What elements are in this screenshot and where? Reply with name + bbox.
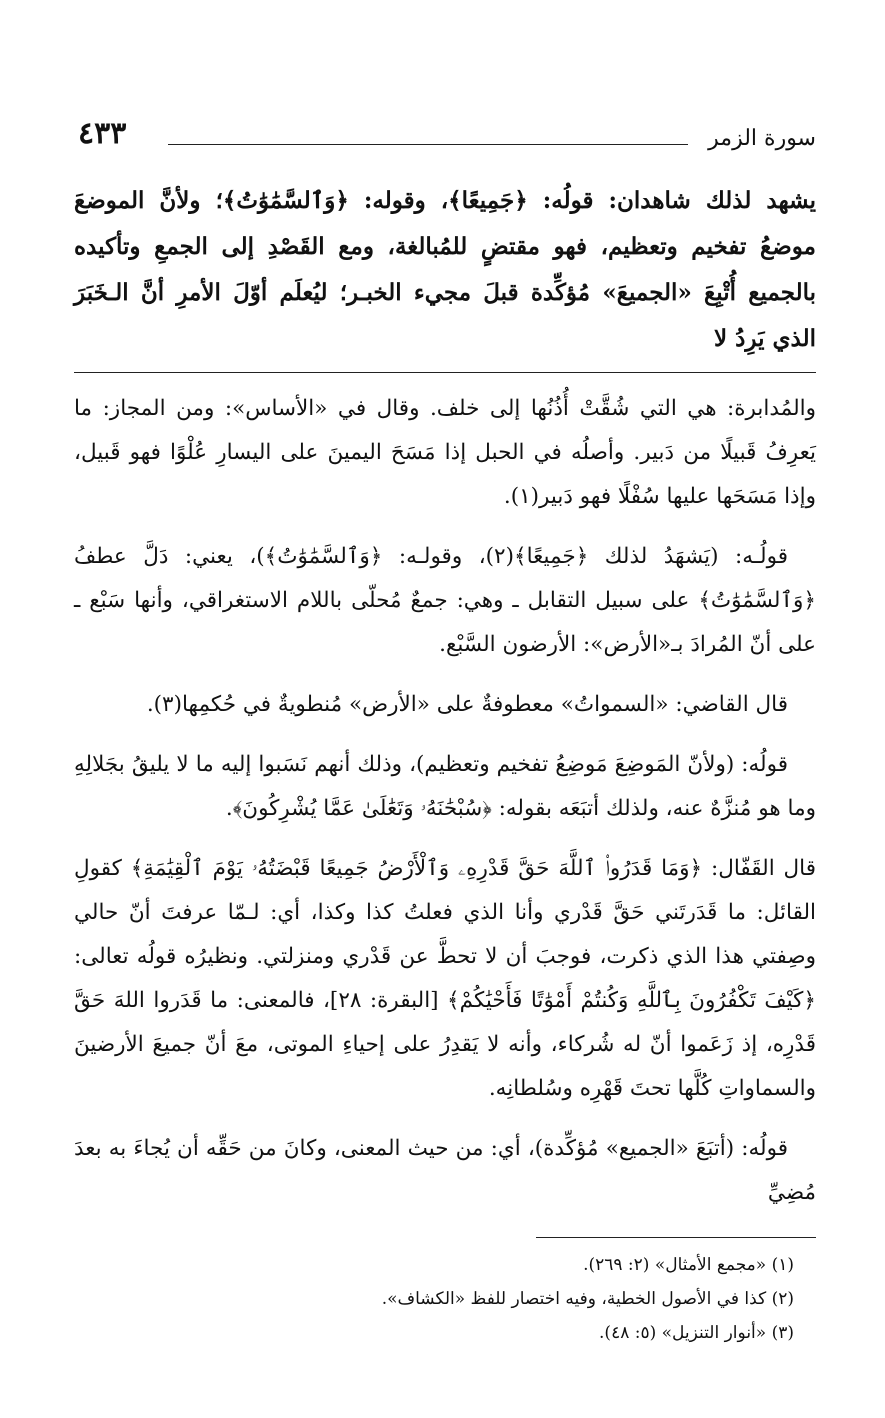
book-page <box>74 110 816 1360</box>
commentary-paragraph: قال القاضي: «السمواتُ» معطوفةٌ على «الأرض» مُنطويةٌ في حُكمِها(٣). <box>146 692 788 717</box>
surah-title: سورة الزمر <box>708 126 816 151</box>
main-text: يشهد لذلك شاهدان: قولُه: ﴿جَمِيعًا﴾، وقوله: ﴿وَٱلسَّمَٰوَٰتُ﴾؛ ولأنَّ الموضعَ موضعُ تفخيم وتعظيم، فهو مقتضٍ للمُبالغة، ومع القَصْدِ إلى الجمعِ وتأكيده بالجميع أُتْبِعَ «الجميعَ» مُؤكِّدة قبلَ مجيء الخبـر؛ ليُعلَم أوّلَ الأمرِ أنَّ الـخَبَرَ الذي يَرِدُ لا <box>74 187 816 352</box>
commentary-paragraph: والمُدابرة: هي التي شُقَّتْ أُذُنُها إلى خلف. وقال في «الأساس»: ومن المجاز: ما يَعرِفُ قَبيلًا من دَبير. وأصلُه في الحبل إذا مَسَحَ اليمينَ على اليسارِ عُلْوًا فهو قَبيل، وإذا مَسَحَها عليها سُفْلًا فهو دَبير(١). <box>74 396 816 509</box>
footnote: (٣) «أنوار التنزيل» (٥: ٤٨). <box>599 1323 794 1343</box>
commentary-paragraph: قولُه: (أتبَعَ «الجميع» مُؤكِّدة)، أي: من حيث المعنى، وكانَ من حَقِّه أن يُجاءَ به بعدَ مُضِيِّ <box>74 1136 816 1205</box>
header-rule <box>168 144 688 145</box>
page-header <box>74 110 816 158</box>
footnote: (١) «مجمع الأمثال» (٢: ٢٦٩). <box>583 1255 794 1275</box>
commentary <box>74 387 816 1215</box>
page-number: ٤٣٣ <box>78 116 127 151</box>
commentary-paragraph: قولُه: (ولأنّ المَوضِعَ مَوضِعُ تفخيم وتعظيم)، وذلك أنهم نَسَبوا إليه ما لا يليقُ بجَلالِهِ وما هو مُنزَّهٌ عنه، ولذلك أتبَعَه بقوله: ﴿سُبْحَٰنَهُۥ وَتَعَٰلَىٰ عَمَّا يُشْرِكُونَ﴾. <box>74 752 816 821</box>
footnotes <box>74 1248 816 1350</box>
footnote-rule <box>536 1237 816 1238</box>
text-divider <box>74 372 816 373</box>
commentary-paragraph: قولُـه: (يَشهَدُ لذلك ﴿جَمِيعًا﴾(٢)، وقولـه: ﴿وَٱلسَّمَٰوَٰتُ﴾)، يعني: دَلَّ عطفُ ﴿وَٱلسَّمَٰوَٰتُ﴾ على سبيل التقابل ـ وهي: جمعٌ مُحلّى باللام الاستغراقي، وأنها سَبْع ـ على أنّ المُرادَ بـ«الأرض»: الأرضون السَّبْع. <box>74 544 816 657</box>
footnote: (٢) كذا في الأصول الخطية، وفيه اختصار للفظ «الكشاف». <box>381 1289 794 1309</box>
commentary-paragraph: قال القَفّال: ﴿وَمَا قَدَرُوا۟ ٱللَّهَ حَقَّ قَدْرِهِۦ وَٱلْأَرْضُ جَمِيعًا قَبْضَتُهُۥ يَوْمَ ٱلْقِيَٰمَةِ﴾ كقولِ القائل: ما قَدَرتَني حَقَّ قَدْري وأنا الذي فعلتُ كذا وكذا، أي: لـمّا عرفتَ أنّ حالي وصِفتي هذا الذي ذكرت، فوجبَ أن لا تحطَّ عن قَدْري ومنزلتي. ونظيرُه قولُه تعالى: ﴿كَيْفَ تَكْفُرُونَ بِٱللَّهِ وَكُنتُمْ أَمْوَٰتًا فَأَحْيَٰكُمْ﴾ [البقرة: ٢٨]، فالمعنى: ما قَدَروا اللهَ حَقَّ قَدْرِه، إذ زَعَموا أنّ له شُركاء، وأنه لا يَقدِرُ على إحياءِ الموتى، معَ أنّ جميعَ الأرضينَ والسماواتِ كُلَّها تحتَ قَهْرِه وسُلطانِه. <box>74 856 816 1101</box>
